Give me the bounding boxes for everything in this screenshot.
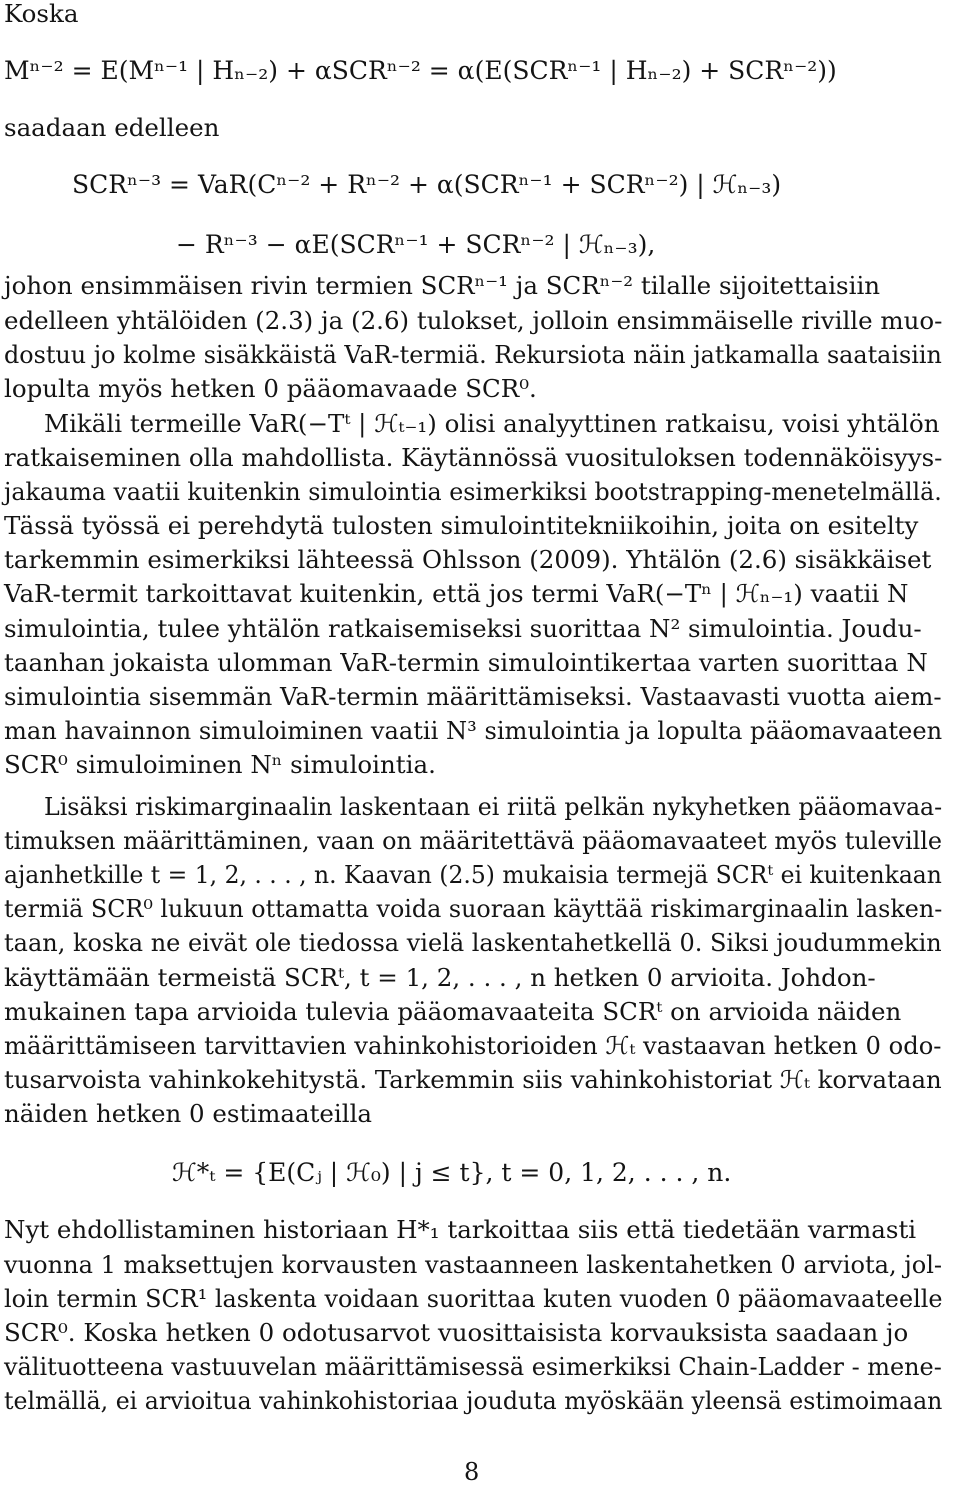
paragraph-4-line: telmällä, ei arvioitua vahinkohistoriaa jouduta myöskään yleensä estimoimaan (4, 1386, 943, 1415)
page-number: 8 (464, 1458, 480, 1486)
paragraph-4-line: Nyt ehdollistaminen historiaan H*₁ tarkoittaa siis että tiedetään varmasti (4, 1215, 917, 1244)
paragraph-4-line: välituotteena vastuuvelan määrittämisessä esimerkiksi Chain-Ladder - mene- (4, 1352, 942, 1381)
paragraph-2-line: simulointia sisemmän VaR-termin määrittämiseksi. Vastaavasti vuotta aiem- (4, 682, 942, 711)
equation-scr-line2: − Rⁿ⁻³ − αE(SCRⁿ⁻¹ + SCRⁿ⁻² | ℋₙ₋₃), (176, 230, 656, 259)
paragraph-2-line: jakauma vaatii kuitenkin simulointia esimerkiksi bootstrapping-menetelmällä. (4, 477, 942, 506)
paragraph-4-line: SCR⁰. Koska hetken 0 odotusarvot vuosittaisista korvauksista saadaan jo (4, 1318, 909, 1347)
paragraph-3-line: mukainen tapa arvioida tulevia pääomavaateita SCRᵗ on arvioida näiden (4, 997, 902, 1026)
paragraph-2-line: SCR⁰ simuloiminen Nⁿ simulointia. (4, 750, 436, 779)
paragraph-2-line: taanhan jokaista ulomman VaR-termin simulointikertaa varten suorittaa N (4, 648, 928, 677)
paragraph-3-line: määrittämiseen tarvittavien vahinkohistorioiden ℋₜ vastaavan hetken 0 odo- (4, 1031, 942, 1060)
paragraph-2-line: man havainnon simuloiminen vaatii N³ simulointia ja lopulta pääomavaateen (4, 716, 943, 745)
equation-scr-line1: SCRⁿ⁻³ = VaR(Cⁿ⁻² + Rⁿ⁻² + α(SCRⁿ⁻¹ + SCRⁿ⁻²) | ℋₙ₋₃) (72, 170, 782, 199)
paragraph-3-line: timuksen määrittäminen, vaan on määritettävä pääomavaateet myös tuleville (4, 826, 943, 855)
paragraph-1-line: edelleen yhtälöiden (2.3) ja (2.6) tulokset, jolloin ensimmäiselle riville muo- (4, 306, 943, 335)
paragraph-2-line: VaR-termit tarkoittavat kuitenkin, että jos termi VaR(−Tⁿ | ℋₙ₋₁) vaatii N (4, 579, 909, 608)
text-saadaan: saadaan edelleen (4, 113, 220, 142)
paragraph-3-line: käyttämään termeistä SCRᵗ, t = 1, 2, . . . , n hetken 0 arvioita. Johdon- (4, 963, 876, 992)
paragraph-1-line: johon ensimmäisen rivin termien SCRⁿ⁻¹ ja SCRⁿ⁻² tilalle sijoitettaisiin (4, 271, 881, 300)
paragraph-2-line: Mikäli termeille VaR(−Tᵗ | ℋₜ₋₁) olisi analyyttinen ratkaisu, voisi yhtälön (44, 409, 940, 438)
paragraph-1-line: dostuu jo kolme sisäkkäistä VaR-termiä. Rekursiota näin jatkamalla saataisiin (4, 340, 942, 369)
paragraph-2-line: tarkemmin esimerkiksi lähteessä Ohlsson (2009). Yhtälön (2.6) sisäkkäiset (4, 545, 932, 574)
paragraph-4-line: vuonna 1 maksettujen korvausten vastaanneen laskentahetken 0 arviota, jol- (4, 1250, 943, 1279)
paragraph-4-line: loin termin SCR¹ laskenta voidaan suorittaa kuten vuoden 0 pääomavaateelle (4, 1284, 943, 1313)
paragraph-3-line: taan, koska ne eivät ole tiedossa vielä laskentahetkellä 0. Siksi joudummekin (4, 928, 942, 957)
paragraph-3-line: ajanhetkille t = 1, 2, . . . , n. Kaavan (2.5) mukaisia termejä SCRᵗ ei kuitenkaan (4, 860, 942, 889)
paragraph-2-line: simulointia, tulee yhtälön ratkaisemiseksi suorittaa N² simulointia. Joudu- (4, 614, 922, 643)
paragraph-3-line: termiä SCR⁰ lukuun ottamatta voida suoraan käyttää riskimarginaalin lasken- (4, 894, 943, 923)
paragraph-1-line: lopulta myös hetken 0 pääomavaade SCR⁰. (4, 374, 537, 403)
equation-h-star: ℋ*ₜ = {E(Cⱼ | ℋ₀) | j ≤ t}, t = 0, 1, 2, . . . , n. (172, 1158, 732, 1187)
equation-m: Mⁿ⁻² = E(Mⁿ⁻¹ | Hₙ₋₂) + αSCRⁿ⁻² = α(E(SCRⁿ⁻¹ | Hₙ₋₂) + SCRⁿ⁻²)) (4, 56, 837, 85)
paragraph-3-line: tusarvoista vahinkokehitystä. Tarkemmin siis vahinkohistoriat ℋₜ korvataan (4, 1065, 942, 1094)
paragraph-2-line: ratkaiseminen olla mahdollista. Käytännössä vuosituloksen todennäköisyys- (4, 443, 943, 472)
heading-koska: Koska (4, 0, 79, 28)
paragraph-3-line: Lisäksi riskimarginaalin laskentaan ei riitä pelkän nykyhetken pääomavaa- (44, 792, 943, 821)
paragraph-3-line: näiden hetken 0 estimaateilla (4, 1099, 373, 1128)
paragraph-2-line: Tässä työssä ei perehdytä tulosten simulointitekniikoihin, joita on esitelty (4, 511, 919, 540)
